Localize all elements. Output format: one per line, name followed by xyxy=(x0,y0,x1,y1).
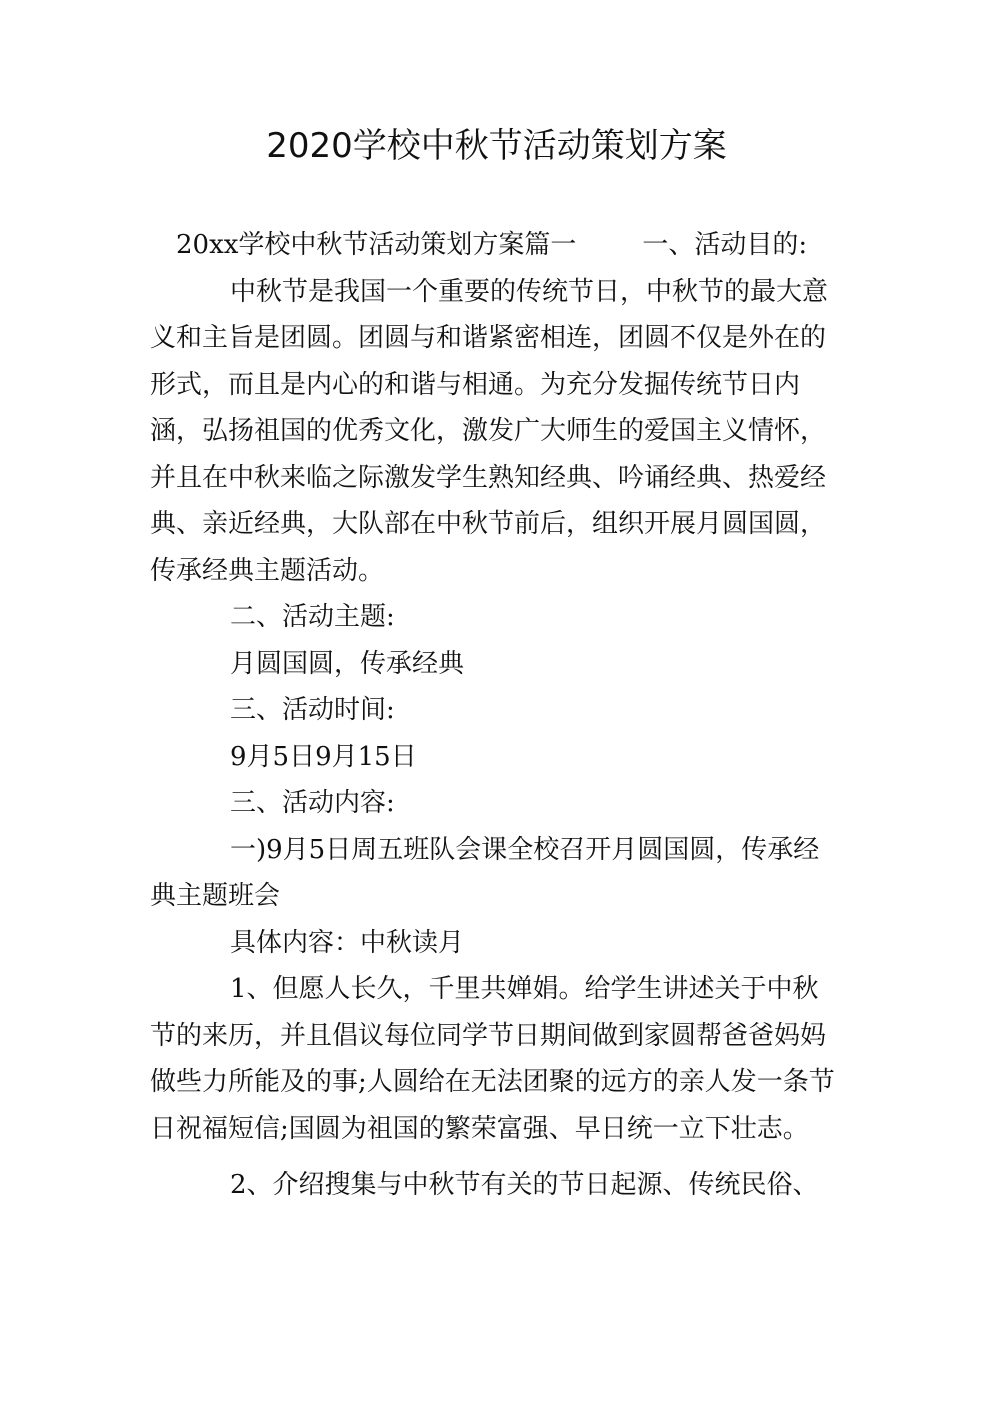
document-title: 2020学校中秋节活动策划方案 xyxy=(266,126,727,166)
lead-line xyxy=(150,222,840,269)
time-text: 9月5日9月15日 xyxy=(230,741,417,772)
paragraph-item-2: 2、介绍搜集与中秋节有关的节日起源、传统民俗、 xyxy=(230,1170,819,1200)
paragraph-purpose: 中秋节是我国一个重要的传统节日，中秋节的最大意义和主旨是团圆。团圆与和谐紧密相连，团圆不仅是外在的形式，而且是内心的和谐与相通。为充分发掘传统节日内涵，弘扬祖国的优秀文化，激发广大师生的爱国主义情怀，并且在中秋来临之际激发学生熟知经典、吟诵经典、热爱经典、亲近经典，大队部在中秋节前后，组织开展月圆国圆，传承经典主题活动。 xyxy=(150,276,829,586)
theme-text: 月圆国圆，传承经典 xyxy=(230,648,465,679)
paragraph-specific-content: 具体内容：中秋读月 xyxy=(230,927,465,958)
paragraph-class-meeting: 一)9月5日周五班队会课全校召开月圆国圆，传承经典主题班会 xyxy=(150,834,820,911)
section-heading-purpose: 一、活动目的: xyxy=(642,230,808,260)
paragraph-item-1: 1、但愿人长久，千里共婵娟。给学生讲述关于中秋节的来历，并且倡议每位同学节日期间做到家圆帮爸爸妈妈做些力所能及的事;人圆给在无法团聚的远方的亲人发一条节日祝福短信;国圆为祖国的繁荣富强、早日统一立下壮志。 xyxy=(150,974,835,1144)
section-heading-content: 三、活动内容: xyxy=(230,788,395,818)
section-heading-time: 三、活动时间: xyxy=(230,695,395,725)
document-body xyxy=(150,222,840,1209)
section-heading-theme: 二、活动主题: xyxy=(230,602,395,632)
lead-heading: 20xx学校中秋节活动策划方案篇一 xyxy=(176,230,577,260)
